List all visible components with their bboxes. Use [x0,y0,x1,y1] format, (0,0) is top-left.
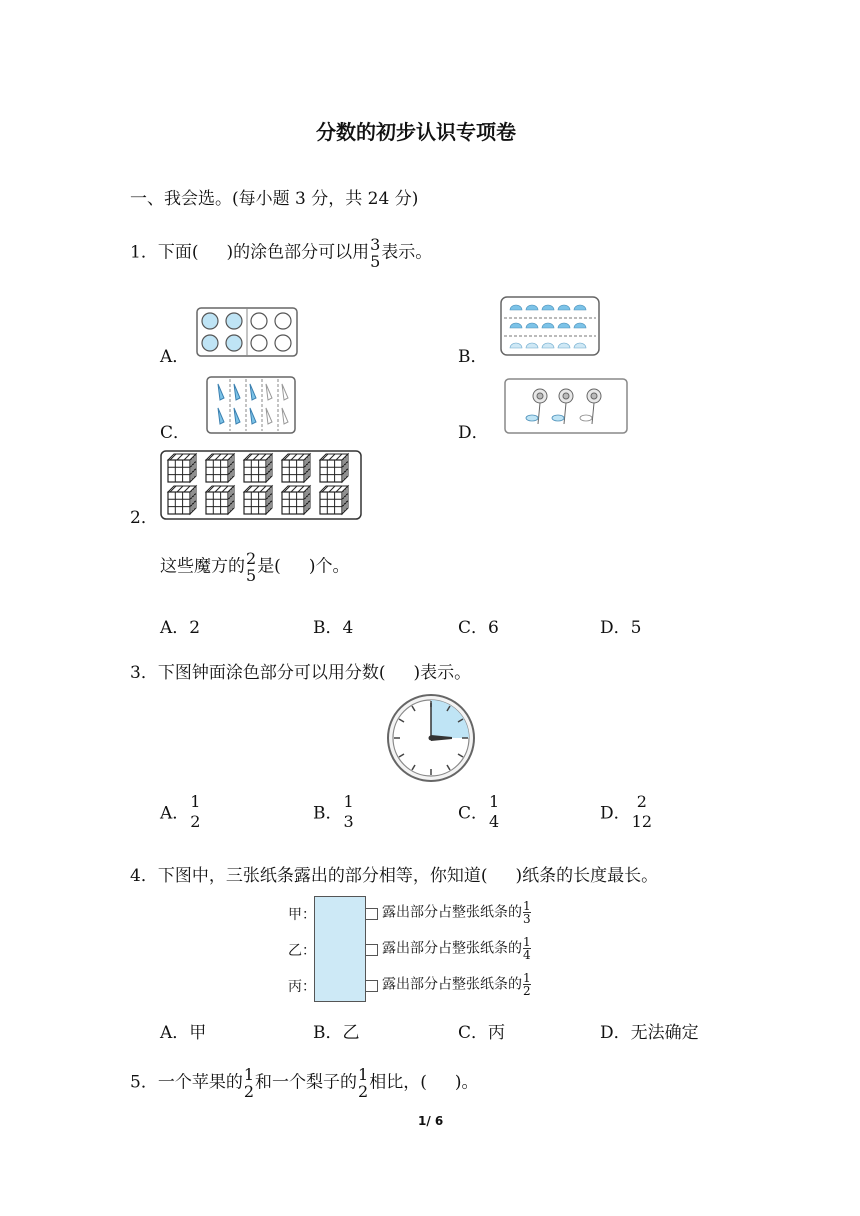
option-a-circles-figure [196,307,298,357]
strip-note: 露出部分占整张纸条的 $\frac{1}{2}$ [382,971,531,998]
strip-label: 甲： [288,907,316,923]
q3-option-b[interactable]: B． 1 3 [313,792,354,831]
strip-label: 丙： [288,979,316,995]
question-5: 5．一个苹果的 1 2 和一个梨子的 1 2 相比，( )。 [130,1065,479,1101]
q3-option-d[interactable]: D． 2 12 [600,792,652,831]
strip-end [365,980,378,992]
strip-end [365,908,378,920]
option-a[interactable]: A．2 [160,618,201,638]
fraction: 1 2 [190,792,201,831]
question-4: 4．下图中，三张纸条露出的部分相等，你知道( )纸条的长度最长。 [130,866,659,886]
option-d[interactable]: D．无法确定 [600,1023,699,1043]
strip-note: 露出部分占整张纸条的 $\frac{1}{4}$ [382,935,531,962]
page-title: 分数的初步认识专项卷 [316,120,516,144]
option-b[interactable]: B．乙 [313,1023,360,1043]
strip-end [365,944,378,956]
option-b-umbrellas-figure [500,296,600,356]
fraction: 2 5 [246,549,257,585]
question-text: 表示。 [381,242,433,263]
question-text: )的涂色部分可以用 [226,242,370,263]
q3-option-a[interactable]: A． 1 2 [160,792,201,831]
paper-block [314,896,366,1002]
option-c[interactable]: C．丙 [458,1023,506,1043]
strip-label: 乙： [288,943,316,959]
page-number: 1/ 6 [418,1114,444,1128]
fraction: 1 4 [489,792,500,831]
option-c-pencils-figure [206,376,296,434]
option-d[interactable]: D．5 [600,618,642,638]
fraction: 1 2 [358,1065,369,1101]
clock-face-figure [386,693,476,783]
section-heading: 一、我会选。(每小题 3 分，共 24 分) [130,189,419,209]
q3-option-c[interactable]: C． 1 4 [458,792,500,831]
option-b-label[interactable]: B． [458,347,488,367]
question-text: 下面( [157,242,199,263]
question-3: 3．下图钟面涂色部分可以用分数( )表示。 [130,663,472,683]
option-a-label[interactable]: A． [160,347,190,367]
question-number: 1． [130,242,158,263]
option-d-label[interactable]: D． [458,423,489,443]
rubiks-cubes-figure [160,450,362,520]
question-number: 2． [130,508,158,528]
option-d-flowers-figure [504,378,628,434]
question-2-text: 这些魔方的 2 5 是( )个。 [160,549,350,585]
option-c[interactable]: C．6 [458,618,499,638]
question-1 [130,236,432,270]
fraction: 1 3 [343,792,354,831]
fraction: 2 12 [631,792,652,831]
option-a[interactable]: A．甲 [160,1023,207,1043]
fraction: 3 5 [370,235,381,271]
option-b[interactable]: B．4 [313,618,354,638]
strip-note: 露出部分占整张纸条的 $\frac{1}{3}$ [382,899,531,926]
strips-figure [288,896,578,1002]
fraction: 1 2 [243,1065,255,1101]
option-c-label[interactable]: C． [160,423,191,443]
